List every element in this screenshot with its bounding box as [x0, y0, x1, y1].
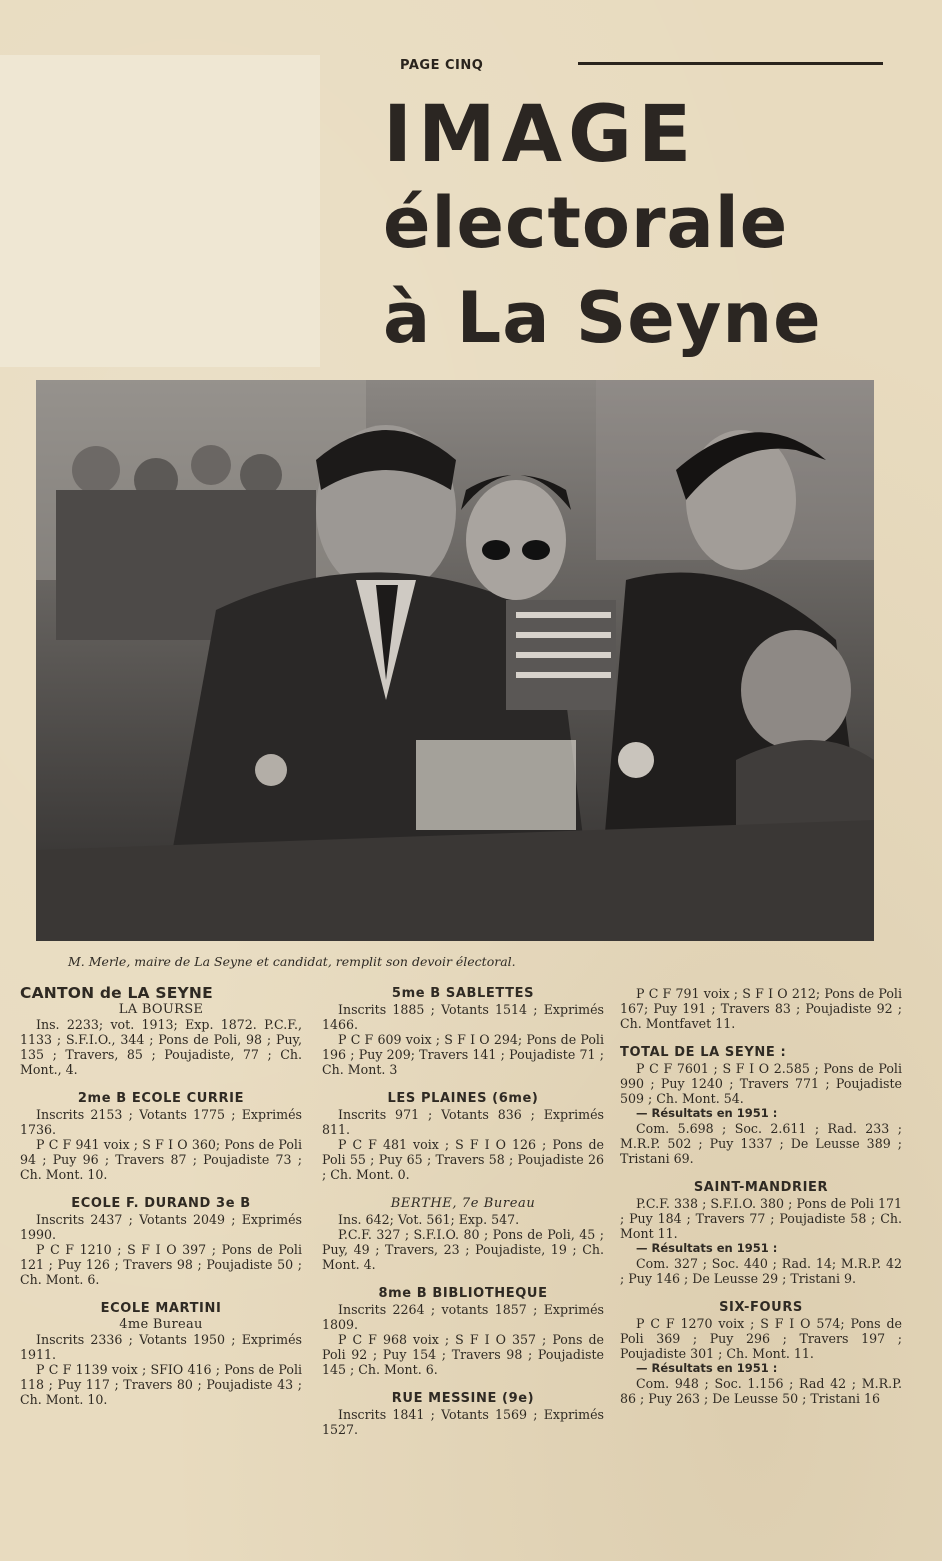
section-text: P C F 7601 ; S F I O 2.585 ; Pons de Poli 990 ; Puy 1240 ; Travers 771 ; Poujadiste 509 ; Ch. Mont. 54. — [620, 1061, 902, 1106]
section-total-la-seyne — [620, 1045, 902, 1166]
photo-illustration — [36, 380, 874, 941]
section-title: LES PLAINES (6me) — [387, 1091, 539, 1106]
section-text: Inscrits 2437 ; Votants 2049 ; Exprimés 1990. — [20, 1212, 302, 1242]
section-title: RUE MESSINE (9e) — [391, 1391, 535, 1406]
section-berthe — [322, 1196, 604, 1272]
section-text: P C F 1210 ; S F I O 397 ; Pons de Poli 121 ; Puy 126 ; Travers 98 ; Poujadiste 50 ; Ch. Mont. 6. — [20, 1242, 302, 1287]
blank-corner-area — [0, 55, 320, 367]
section-title: SAINT-MANDRIER — [693, 1180, 829, 1195]
section-text: Ins. 2233; vot. 1913; Exp. 1872. P.C.F., 1133 ; S.F.I.O., 344 ; Pons de Poli, 98 ; Puy, 135 ; Travers, 85 ; Poujadiste, 77 ; Ch. Mont., 4. — [20, 1017, 302, 1077]
photo-caption: M. Merle, maire de La Seyne et candidat, remplit son devoir électoral. — [68, 954, 516, 969]
section-text: Ins. 642; Vot. 561; Exp. 547. — [338, 1212, 520, 1227]
headline-line-1: IMAGE — [383, 90, 698, 180]
section-six-fours — [620, 1300, 902, 1406]
section-title: 8me B BIBLIOTHEQUE — [378, 1286, 548, 1301]
section-ecole-martini — [20, 1301, 302, 1407]
headline-line-2: électorale — [383, 182, 789, 264]
section-text: Com. 327 ; Soc. 440 ; Rad. 14; M.R.P. 42 ; Puy 146 ; De Leusse 29 ; Tristani 9. — [620, 1256, 902, 1286]
section-text: Inscrits 1841 ; Votants 1569 ; Exprimés 1527. — [322, 1407, 604, 1437]
section-text: Inscrits 2153 ; Votants 1775 ; Exprimés 1736. — [20, 1107, 302, 1137]
header-rule — [578, 62, 883, 65]
section-rue-messine — [322, 1391, 604, 1437]
section-title: TOTAL DE LA SEYNE : — [620, 1045, 787, 1060]
section-ecole-currie — [20, 1091, 302, 1182]
section-title: CANTON de LA SEYNE — [20, 984, 213, 1002]
section-title: ECOLE MARTINI — [100, 1301, 222, 1316]
section-text: P.C.F. 327 ; S.F.I.O. 80 ; Pons de Poli, 45 ; Puy, 49 ; Travers, 23 ; Poujadiste, 19 ; Ch. Mont. 4. — [322, 1227, 604, 1272]
section-text: P C F 609 voix ; S F I O 294; Pons de Poli 196 ; Puy 209; Travers 141 ; Poujadiste 71 ; Ch. Mont. 3 — [322, 1032, 604, 1077]
section-canton-la-seyne — [20, 986, 302, 1077]
results-1951-title: — Résultats en 1951 : — [636, 1361, 778, 1375]
section-title: ECOLE F. DURAND 3e B — [71, 1196, 251, 1211]
section-text: P C F 968 voix ; S F I O 357 ; Pons de Poli 92 ; Puy 154 ; Travers 98 ; Poujadiste 145 ; Ch. Mont. 6. — [322, 1332, 604, 1377]
column-1 — [20, 986, 302, 1421]
section-title: 2me B ECOLE CURRIE — [77, 1091, 245, 1106]
section-rue-messine-cont — [620, 986, 902, 1031]
column-2 — [322, 986, 604, 1451]
section-text: Com. 948 ; Soc. 1.156 ; Rad 42 ; M.R.P. 86 ; Puy 263 ; De Leusse 50 ; Tristani 16 — [620, 1376, 902, 1406]
section-title: BERTHE, 7e Bureau — [390, 1196, 536, 1211]
results-1951-title: — Résultats en 1951 : — [636, 1106, 778, 1120]
section-subtitle: LA BOURSE — [118, 1002, 204, 1017]
section-text: P C F 1270 voix ; S F I O 574; Pons de Poli 369 ; Puy 296 ; Travers 197 ; Poujadiste 301 ; Ch. Mont. 11. — [620, 1316, 902, 1361]
section-bibliotheque — [322, 1286, 604, 1377]
section-saint-mandrier — [620, 1180, 902, 1286]
results-1951-title: — Résultats en 1951 : — [636, 1241, 778, 1255]
section-les-plaines — [322, 1091, 604, 1182]
section-title: 5me B SABLETTES — [391, 986, 535, 1001]
section-title: SIX-FOURS — [719, 1300, 803, 1315]
section-text: Com. 5.698 ; Soc. 2.611 ; Rad. 233 ; M.R.P. 502 ; Puy 1337 ; De Leusse 389 ; Tristani 69. — [620, 1121, 902, 1166]
column-3 — [620, 986, 902, 1420]
headline-line-3: à La Seyne — [383, 277, 822, 359]
section-sablettes — [322, 986, 604, 1077]
page-label: PAGE CINQ — [400, 58, 484, 73]
section-text: P C F 791 voix ; S F I O 212; Pons de Poli 167; Puy 191 ; Travers 83 ; Poujadiste 92 ; Ch. Montfavet 11. — [620, 986, 902, 1031]
section-text: P C F 941 voix ; S F I O 360; Pons de Poli 94 ; Puy 96 ; Travers 87 ; Poujadiste 73 ; Ch. Mont. 10. — [20, 1137, 302, 1182]
section-text: P.C.F. 338 ; S.F.I.O. 380 ; Pons de Poli 171 ; Puy 184 ; Travers 77 ; Poujadiste 58 ; Ch. Mont 11. — [620, 1196, 902, 1241]
news-photo — [36, 380, 874, 941]
section-subtitle: 4me Bureau — [119, 1317, 203, 1332]
section-text: Inscrits 1885 ; Votants 1514 ; Exprimés 1466. — [322, 1002, 604, 1032]
section-text: Inscrits 2336 ; Votants 1950 ; Exprimés 1911. — [20, 1332, 302, 1362]
section-text: P C F 1139 voix ; SFIO 416 ; Pons de Poli 118 ; Puy 117 ; Travers 80 ; Poujadiste 43 ; Ch. Mont. 10. — [20, 1362, 302, 1407]
section-text: P C F 481 voix ; S F I O 126 ; Pons de Poli 55 ; Puy 65 ; Travers 58 ; Poujadiste 26 ; Ch. Mont. 0. — [322, 1137, 604, 1182]
headline — [383, 90, 913, 359]
section-text: Inscrits 2264 ; votants 1857 ; Exprimés 1809. — [322, 1302, 604, 1332]
section-text: Inscrits 971 ; Votants 836 ; Exprimés 811. — [322, 1107, 604, 1137]
section-ecole-durand — [20, 1196, 302, 1287]
